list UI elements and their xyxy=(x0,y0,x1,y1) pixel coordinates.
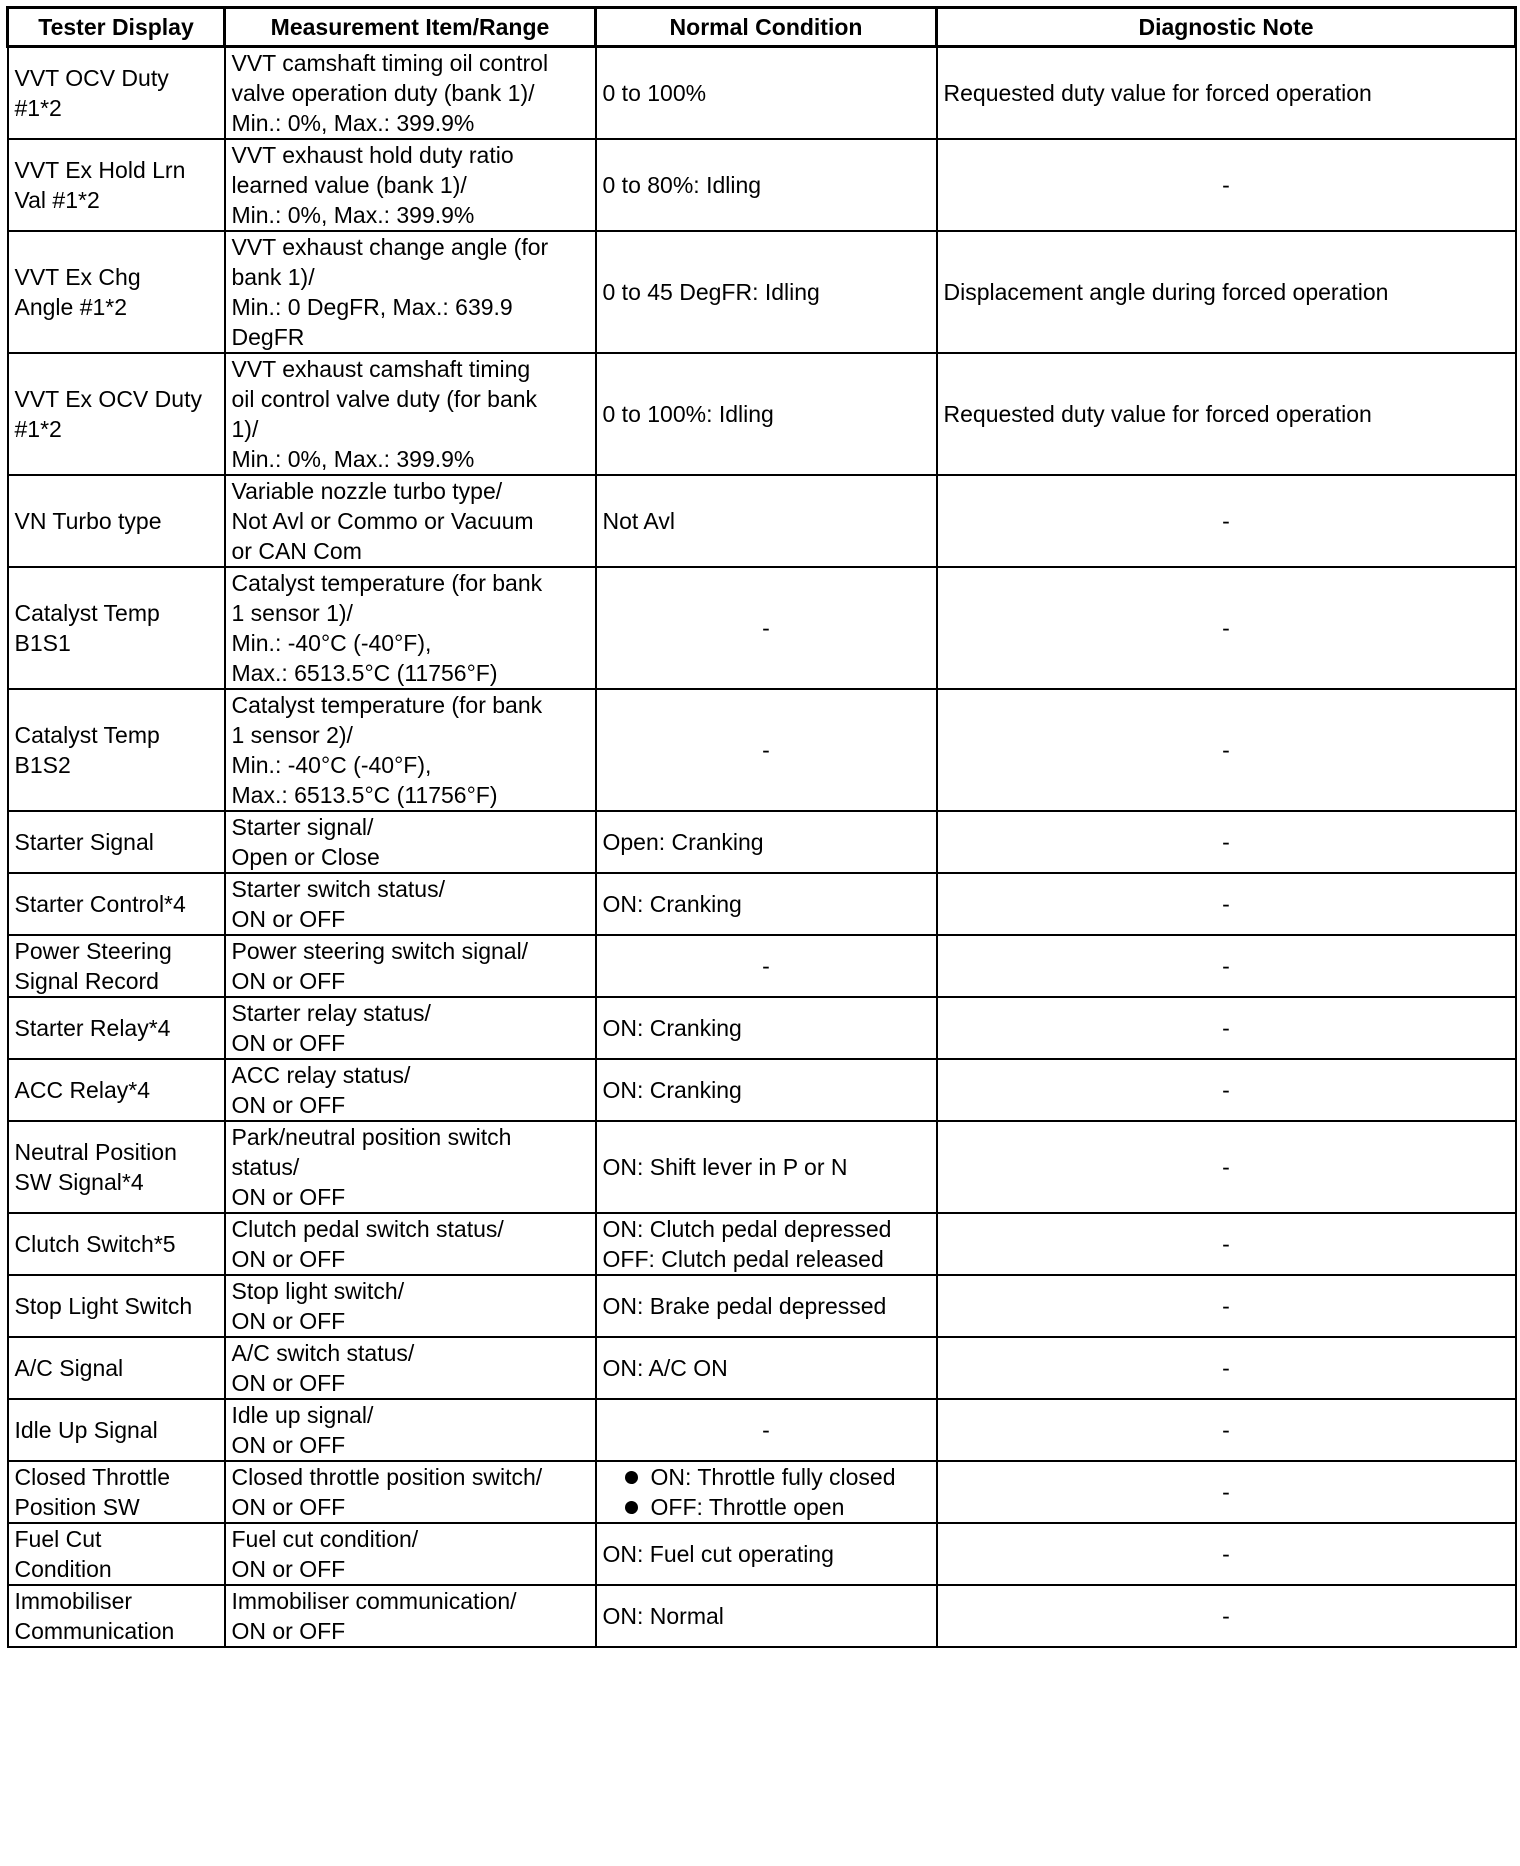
cell-tester-display: Closed Throttle Position SW xyxy=(8,1461,225,1523)
cell-tester-display: Catalyst Temp B1S2 xyxy=(8,689,225,811)
cell-diagnostic-note: - xyxy=(937,1275,1516,1337)
normal-condition-list xyxy=(603,1462,930,1522)
table-row xyxy=(8,997,1516,1059)
cell-tester-display: Starter Control*4 xyxy=(8,873,225,935)
cell-normal-condition: ON: Fuel cut operating xyxy=(596,1523,937,1585)
cell-diagnostic-note: Requested duty value for forced operation xyxy=(937,47,1516,140)
cell-tester-display: VVT Ex Chg Angle #1*2 xyxy=(8,231,225,353)
cell-normal-condition: ON: Normal xyxy=(596,1585,937,1647)
list-item-text: OFF: Throttle open xyxy=(650,1494,845,1520)
cell-diagnostic-note: - xyxy=(937,1585,1516,1647)
cell-tester-display: A/C Signal xyxy=(8,1337,225,1399)
cell-normal-condition: ON: Clutch pedal depressed OFF: Clutch pedal released xyxy=(596,1213,937,1275)
table-row xyxy=(8,475,1516,567)
cell-measurement: Immobiliser communication/ ON or OFF xyxy=(225,1585,596,1647)
cell-diagnostic-note: Displacement angle during forced operation xyxy=(937,231,1516,353)
cell-normal-condition: 0 to 100% xyxy=(596,47,937,140)
table-row xyxy=(8,567,1516,689)
cell-measurement: Stop light switch/ ON or OFF xyxy=(225,1275,596,1337)
cell-measurement: VVT exhaust change angle (for bank 1)/ Min.: 0 DegFR, Max.: 639.9 DegFR xyxy=(225,231,596,353)
table-row xyxy=(8,231,1516,353)
cell-tester-display: Immobiliser Communication xyxy=(8,1585,225,1647)
cell-normal-condition: 0 to 45 DegFR: Idling xyxy=(596,231,937,353)
table-row xyxy=(8,811,1516,873)
cell-diagnostic-note: - xyxy=(937,811,1516,873)
table-row xyxy=(8,1059,1516,1121)
cell-measurement: Idle up signal/ ON or OFF xyxy=(225,1399,596,1461)
cell-tester-display: VVT Ex OCV Duty #1*2 xyxy=(8,353,225,475)
cell-measurement: VVT camshaft timing oil control valve operation duty (bank 1)/ Min.: 0%, Max.: 399.9% xyxy=(225,47,596,140)
cell-tester-display: Starter Relay*4 xyxy=(8,997,225,1059)
table-header-row xyxy=(8,8,1516,47)
cell-tester-display: VVT OCV Duty #1*2 xyxy=(8,47,225,140)
cell-diagnostic-note: Requested duty value for forced operation xyxy=(937,353,1516,475)
bullet-icon xyxy=(625,1501,638,1514)
cell-tester-display: Catalyst Temp B1S1 xyxy=(8,567,225,689)
cell-tester-display: Fuel Cut Condition xyxy=(8,1523,225,1585)
cell-normal-condition: ON: Cranking xyxy=(596,997,937,1059)
table-row xyxy=(8,873,1516,935)
table-row xyxy=(8,689,1516,811)
cell-measurement: Catalyst temperature (for bank 1 sensor 1)/ Min.: -40°C (-40°F), Max.: 6513.5°C (11756°F) xyxy=(225,567,596,689)
cell-diagnostic-note: - xyxy=(937,1059,1516,1121)
table-row xyxy=(8,1275,1516,1337)
cell-normal-condition: - xyxy=(596,1399,937,1461)
cell-normal-condition: ON: Shift lever in P or N xyxy=(596,1121,937,1213)
cell-tester-display: Power Steering Signal Record xyxy=(8,935,225,997)
cell-normal-condition xyxy=(596,1461,937,1523)
header-normal-condition: Normal Condition xyxy=(596,8,937,47)
cell-diagnostic-note: - xyxy=(937,1121,1516,1213)
cell-measurement: A/C switch status/ ON or OFF xyxy=(225,1337,596,1399)
cell-measurement: Starter switch status/ ON or OFF xyxy=(225,873,596,935)
cell-measurement: Clutch pedal switch status/ ON or OFF xyxy=(225,1213,596,1275)
diagnostic-data-table xyxy=(6,6,1517,1648)
cell-diagnostic-note: - xyxy=(937,139,1516,231)
table-row xyxy=(8,1121,1516,1213)
cell-normal-condition: - xyxy=(596,935,937,997)
header-diagnostic-note: Diagnostic Note xyxy=(937,8,1516,47)
cell-normal-condition: ON: Cranking xyxy=(596,873,937,935)
cell-tester-display: ACC Relay*4 xyxy=(8,1059,225,1121)
bullet-icon xyxy=(625,1471,638,1484)
cell-measurement: Catalyst temperature (for bank 1 sensor 2)/ Min.: -40°C (-40°F), Max.: 6513.5°C (11756°F) xyxy=(225,689,596,811)
cell-tester-display: Clutch Switch*5 xyxy=(8,1213,225,1275)
cell-measurement: Closed throttle position switch/ ON or OFF xyxy=(225,1461,596,1523)
cell-normal-condition: ON: Cranking xyxy=(596,1059,937,1121)
cell-tester-display: Stop Light Switch xyxy=(8,1275,225,1337)
cell-measurement: ACC relay status/ ON or OFF xyxy=(225,1059,596,1121)
cell-normal-condition: - xyxy=(596,567,937,689)
cell-diagnostic-note: - xyxy=(937,997,1516,1059)
list-item-text: ON: Throttle fully closed xyxy=(650,1464,896,1490)
table-row xyxy=(8,1461,1516,1523)
cell-normal-condition: Not Avl xyxy=(596,475,937,567)
table-row xyxy=(8,1523,1516,1585)
table-row xyxy=(8,1337,1516,1399)
cell-measurement: Fuel cut condition/ ON or OFF xyxy=(225,1523,596,1585)
cell-measurement: Starter signal/ Open or Close xyxy=(225,811,596,873)
cell-normal-condition: 0 to 100%: Idling xyxy=(596,353,937,475)
cell-tester-display: Starter Signal xyxy=(8,811,225,873)
cell-diagnostic-note: - xyxy=(937,1337,1516,1399)
cell-diagnostic-note: - xyxy=(937,1399,1516,1461)
cell-measurement: Starter relay status/ ON or OFF xyxy=(225,997,596,1059)
table-row xyxy=(8,139,1516,231)
cell-diagnostic-note: - xyxy=(937,935,1516,997)
cell-diagnostic-note: - xyxy=(937,567,1516,689)
cell-diagnostic-note: - xyxy=(937,475,1516,567)
table-row xyxy=(8,935,1516,997)
header-tester-display: Tester Display xyxy=(8,8,225,47)
cell-normal-condition: 0 to 80%: Idling xyxy=(596,139,937,231)
table-row xyxy=(8,1585,1516,1647)
table-row xyxy=(8,1213,1516,1275)
cell-normal-condition: Open: Cranking xyxy=(596,811,937,873)
cell-normal-condition: - xyxy=(596,689,937,811)
table-row xyxy=(8,47,1516,140)
cell-diagnostic-note: - xyxy=(937,1213,1516,1275)
cell-measurement: Park/neutral position switch status/ ON or OFF xyxy=(225,1121,596,1213)
cell-measurement: Variable nozzle turbo type/ Not Avl or Commo or Vacuum or CAN Com xyxy=(225,475,596,567)
cell-diagnostic-note: - xyxy=(937,873,1516,935)
cell-tester-display: VN Turbo type xyxy=(8,475,225,567)
list-item xyxy=(603,1462,930,1492)
cell-tester-display: Idle Up Signal xyxy=(8,1399,225,1461)
header-measurement: Measurement Item/Range xyxy=(225,8,596,47)
cell-measurement: Power steering switch signal/ ON or OFF xyxy=(225,935,596,997)
cell-normal-condition: ON: Brake pedal depressed xyxy=(596,1275,937,1337)
cell-diagnostic-note: - xyxy=(937,1523,1516,1585)
cell-tester-display: Neutral Position SW Signal*4 xyxy=(8,1121,225,1213)
table-row xyxy=(8,353,1516,475)
cell-measurement: VVT exhaust camshaft timing oil control valve duty (for bank 1)/ Min.: 0%, Max.: 399.9% xyxy=(225,353,596,475)
table-body xyxy=(8,47,1516,1648)
cell-normal-condition: ON: A/C ON xyxy=(596,1337,937,1399)
list-item xyxy=(603,1492,930,1522)
cell-measurement: VVT exhaust hold duty ratio learned value (bank 1)/ Min.: 0%, Max.: 399.9% xyxy=(225,139,596,231)
cell-tester-display: VVT Ex Hold Lrn Val #1*2 xyxy=(8,139,225,231)
table-row xyxy=(8,1399,1516,1461)
cell-diagnostic-note: - xyxy=(937,1461,1516,1523)
cell-diagnostic-note: - xyxy=(937,689,1516,811)
